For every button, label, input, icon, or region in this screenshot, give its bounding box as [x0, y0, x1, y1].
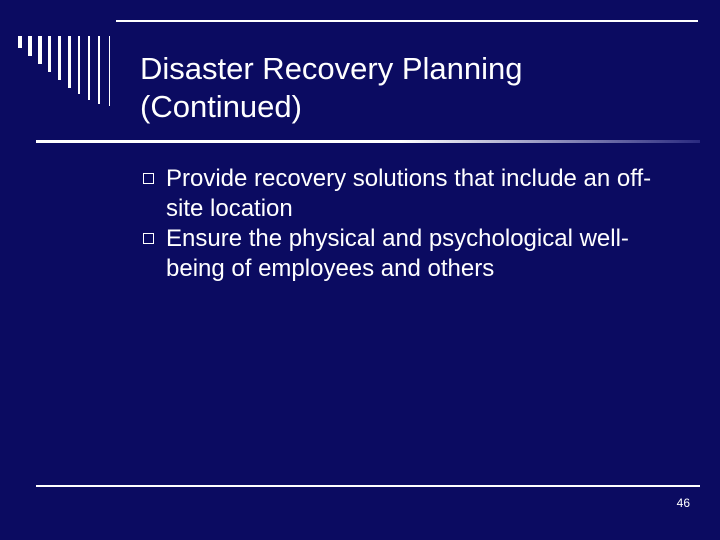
- bullet-text: Ensure the physical and psychological well-being of employees and others: [166, 225, 629, 282]
- stripe: [18, 36, 22, 48]
- stripe: [78, 36, 80, 94]
- stripe: [88, 36, 90, 100]
- hollow-square-icon: [143, 173, 154, 184]
- bullet-text: Provide recovery solutions that include an off-site location: [166, 165, 652, 222]
- title-line-2: (Continued): [140, 89, 302, 124]
- page-number: 46: [676, 496, 690, 510]
- stripe: [48, 36, 51, 72]
- stripe: [28, 36, 32, 56]
- stripe: [109, 36, 110, 106]
- decorative-stripes: [18, 36, 133, 106]
- title-underline: [36, 140, 700, 143]
- top-rule-line: [116, 20, 698, 22]
- title-line-1: Disaster Recovery Planning: [140, 51, 523, 86]
- stripe: [58, 36, 61, 80]
- bullet-item: [140, 224, 680, 284]
- stripe: [68, 36, 71, 88]
- bullet-item: [140, 164, 680, 224]
- stripe: [98, 36, 100, 104]
- bullet-list: [140, 164, 680, 284]
- footer-rule-line: [36, 485, 700, 487]
- slide-title: [140, 50, 680, 126]
- stripe: [38, 36, 42, 64]
- hollow-square-icon: [143, 233, 154, 244]
